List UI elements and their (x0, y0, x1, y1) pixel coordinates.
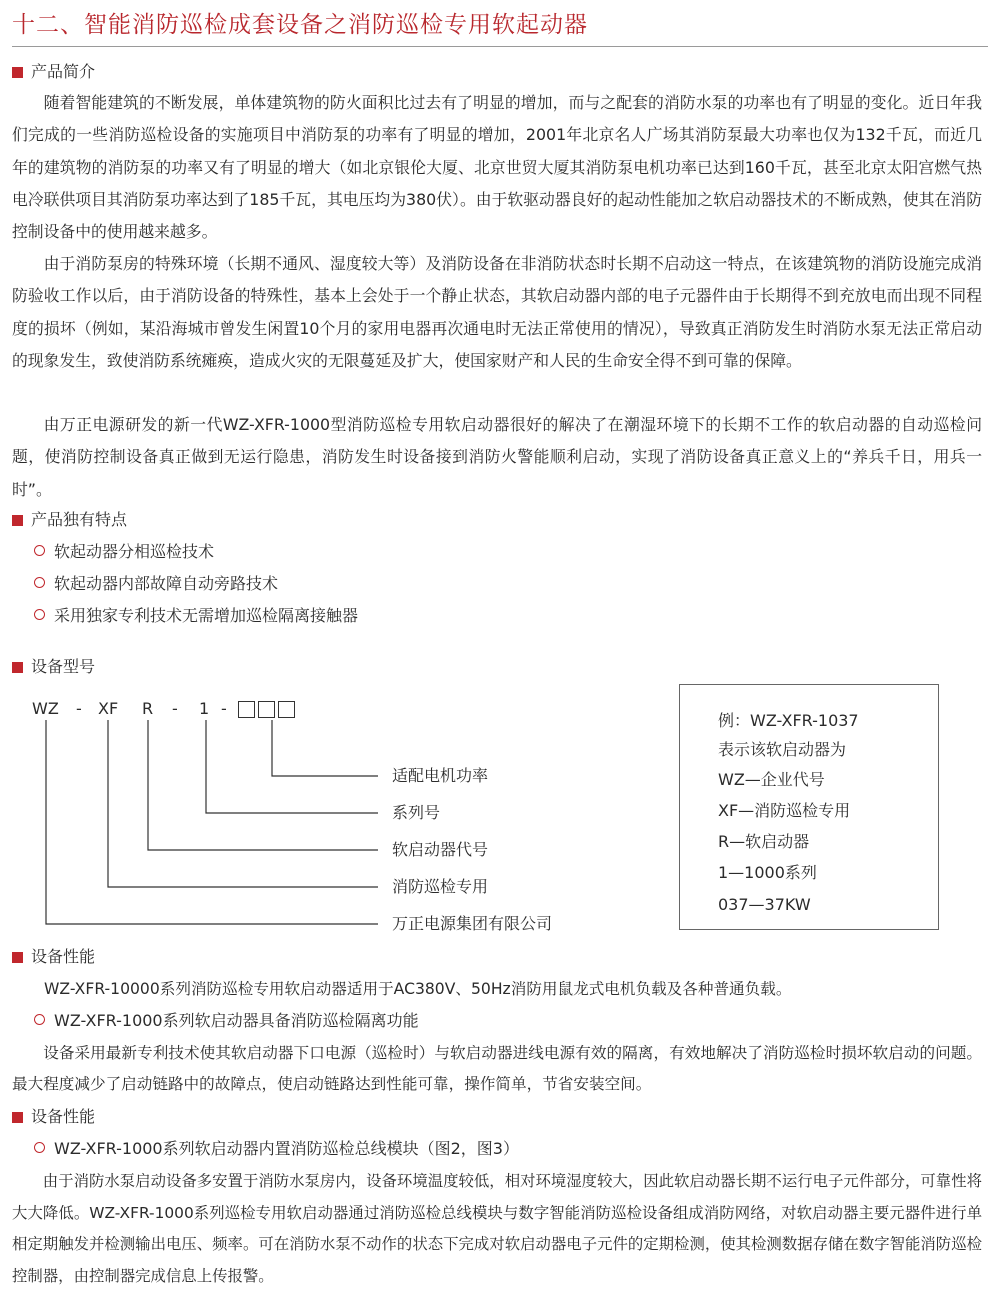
performance-summary: WZ-XFR-10000系列消防巡检专用软启动器适用于AC380V、50Hz消防用鼠龙式电机负载及各种普通负载。 (44, 980, 792, 998)
model-label-power: 适配电机功率 (392, 766, 489, 785)
leader-line-series (206, 720, 378, 813)
page-title: 十二、智能消防巡检成套设备之消防巡检专用软起动器 (12, 12, 588, 38)
square-bullet-icon (12, 952, 23, 963)
feature-item: 软起动器分相巡检技术 (34, 540, 214, 564)
model-label-softstart: 软启动器代号 (392, 840, 489, 859)
model-code-dash: - (172, 699, 178, 718)
example-line: 例：WZ-XFR-1037 (718, 711, 859, 730)
section-heading-performance-2: 设备性能 (12, 1105, 95, 1129)
intro-paragraph-3: 由万正电源研发的新一代WZ-XFR-1000型消防巡检专用软启动器很好的解决了在潮湿环境下的长期不工作的软启动器的自动巡检问题，使消防控制设备真正做到无运行隐患，消防发生时设备接到消防火警能顺利启动，实现了消防设备真正意义上的“养兵千日，用兵一时”。 (12, 415, 982, 499)
example-line: 037—37KW (718, 895, 811, 914)
model-code-1: 1 (199, 699, 210, 718)
feature-item: 软起动器内部故障自动旁路技术 (34, 572, 278, 596)
model-label-company: 万正电源集团有限公司 (392, 914, 553, 933)
example-line: R—软启动器 (718, 832, 810, 851)
example-line: 1—1000系列 (718, 863, 817, 882)
model-code-wz: WZ (32, 699, 59, 718)
section-heading-performance: 设备性能 (12, 945, 95, 969)
performance-paragraph-1: 设备采用最新专利技术使其软启动器下口电源（巡检时）与软启动器进线电源有效的隔离，有效地解决了消防巡检时损坏软启动的问题。最大程度减少了启动链路中的故障点，使启动链路达到性能可靠，操作简单，节省安装空间。 (12, 1044, 982, 1093)
performance-bullet: WZ-XFR-1000系列软启动器具备消防巡检隔离功能 (34, 1009, 419, 1033)
leader-line-power (272, 720, 378, 776)
feature-item: 采用独家专利技术无需增加巡检隔离接触器 (34, 604, 358, 628)
leader-line-company (46, 720, 378, 924)
leader-line-softstart (148, 720, 378, 850)
section-heading-model: 设备型号 (12, 655, 95, 679)
model-code-xf: XF (98, 699, 119, 718)
circle-bullet-icon (34, 1142, 45, 1153)
square-bullet-icon (12, 1112, 23, 1123)
model-label-series: 系列号 (392, 803, 441, 822)
section-heading-features: 产品独有特点 (12, 508, 127, 532)
model-label-firepatrol: 消防巡检专用 (392, 877, 489, 896)
performance-bullet: WZ-XFR-1000系列软启动器内置消防巡检总线模块（图2，图3） (34, 1137, 519, 1161)
intro-paragraph-2: 由于消防泵房的特殊环境（长期不通风、湿度较大等）及消防设备在非消防状态时长期不启动这一特点，在该建筑物的消防设施完成消防验收工作以后，由于消防设备的特殊性，基本上会处于一个静止状态，其软启动器内部的电子元器件由于长期得不到充放电而出现不同程度的损坏（例如，某沿海城市曾发生闲置10个月的家用电器再次通电时无法正常使用的情况），导致真正消防发生时消防水泵无法正常启动的现象发生，致使消防系统瘫痪，造成火灾的无限蔓延及扩大，使国家财产和人民的生命安全得不到可靠的保障。 (12, 254, 982, 370)
model-code-dash: - (76, 699, 82, 718)
example-line: XF—消防巡检专用 (718, 801, 851, 820)
model-code-r: R (142, 699, 154, 718)
example-line: WZ—企业代号 (718, 770, 825, 789)
example-line: 表示该软启动器为 (718, 740, 847, 759)
circle-bullet-icon (34, 1014, 45, 1025)
intro-paragraph-1: 随着智能建筑的不断发展，单体建筑物的防火面积比过去有了明显的增加，而与之配套的消防水泵的功率也有了明显的变化。近日年我们完成的一些消防巡检设备的实施项目中消防泵的功率有了明显的增加，2001年北京名人广场其消防泵最大功率也仅为132千瓦，而近几年的建筑物的消防泵的功率又有了明显的增大（如北京银伦大厦、北京世贸大厦其消防泵电机功率已达到160千瓦，甚至北京太阳宫燃气热电冷联供项目其消防泵功率达到了185千瓦，其电压均为380伏）。由于软驱动器良好的起动性能加之软启动器技术的不断成熟，使其在消防控制设备中的使用越来越多。 (12, 93, 982, 242)
performance-paragraph-2: 由于消防水泵启动设备多安置于消防水泵房内，设备环境温度较低，相对环境湿度较大，因此软启动器长期不运行电子元件部分，可靠性将大大降低。WZ-XFR-1000系列巡检专用软启动器通过消防巡检总线模块与数字智能消防巡检设备组成消防网络，对软启动器主要元器件进行单相定期触发并检测输出电压、频率。可在消防水泵不动作的状态下完成对软启动器电子元件的定期检测，使其检测数据存储在数字智能消防巡检控制器，由控制器完成信息上传报警。 (12, 1172, 982, 1285)
model-code-dash: - (221, 699, 227, 718)
section-heading-intro: 产品简介 (12, 60, 95, 84)
